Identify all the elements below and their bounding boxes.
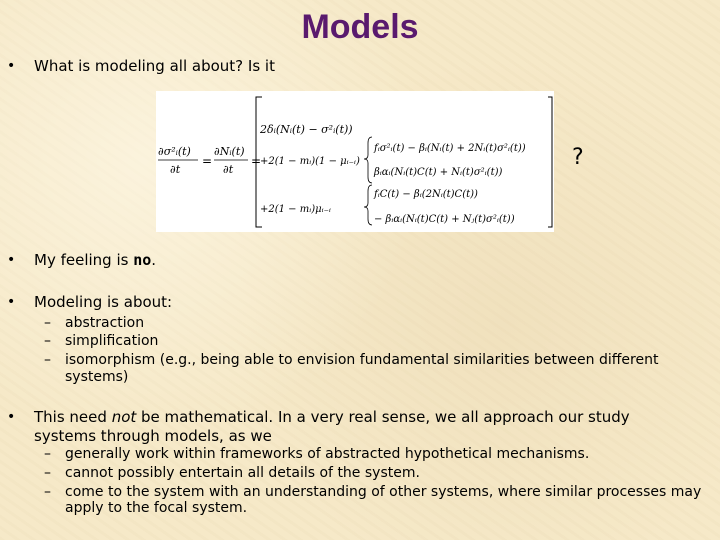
- sub-text: cannot possibly entertain all details of the system.: [65, 465, 420, 481]
- sub-dash: –: [44, 465, 51, 481]
- sub-dash: –: [44, 333, 51, 349]
- bullet-text: systems through models, as we: [34, 427, 272, 445]
- sub-dash: –: [44, 484, 51, 500]
- bullet-modeling-about: [7, 293, 173, 311]
- bullet-dot: •: [7, 294, 16, 310]
- sub-dash: –: [44, 446, 51, 462]
- eq-term-2a: fᵢσ²ᵢ(t) − βᵢ(Nᵢ(t) + 2Nᵢ(t)σ²ᵢ(t)): [374, 143, 526, 154]
- bullet-dot: •: [7, 252, 16, 268]
- bullet-text-prefix: My feeling is: [34, 251, 134, 269]
- eq-lhs-denominator: ∂t: [170, 163, 181, 176]
- sub-text: isomorphism (e.g., being able to envision fundamental similarities between different: [65, 352, 659, 368]
- sub-dash: –: [44, 352, 51, 368]
- equation-image: [156, 91, 554, 232]
- eq-equals-2: =: [251, 154, 262, 168]
- bullet-dot: •: [7, 58, 16, 74]
- bullet-modeling-question: [7, 57, 275, 75]
- sub-text: come to the system with an understanding of other systems, where similar processes may: [65, 484, 702, 500]
- sub-text: generally work within frameworks of abstracted hypothetical mechanisms.: [65, 446, 590, 462]
- eq-term-1: 2δᵢ(Nᵢ(t) − σ²ᵢ(t)): [260, 123, 353, 136]
- bullet-text: Modeling is about:: [34, 293, 173, 311]
- bullet-text-suffix: .: [151, 251, 157, 269]
- bullet-emphasis-not: not: [111, 408, 137, 426]
- bullet-text: What is modeling all about? Is it: [34, 57, 275, 75]
- eq-lhs-numerator: ∂σ²ᵢ(t): [158, 145, 191, 158]
- bullet-emphasis-no: no: [133, 251, 152, 269]
- eq-term-2c: βᵢαᵢ(Nᵢ(t)C(t) + Nᵢ(t)σ²ᵢ(t)): [374, 167, 503, 178]
- bullet-not-mathematical: [7, 408, 630, 426]
- sub-text: apply to the focal system.: [65, 500, 248, 516]
- bullet-feeling: [7, 251, 157, 269]
- bullet-text-pre: This need: [34, 408, 112, 426]
- bullet-text-post: be mathematical. In a very real sense, we all approach our study: [136, 408, 630, 426]
- sub-dash: –: [44, 315, 51, 331]
- eq-equals-1: =: [202, 154, 213, 168]
- bullet-dot: •: [7, 409, 16, 425]
- sub-text: simplification: [65, 333, 159, 349]
- eq-term-2b: +2(1 − mᵢ)(1 − μᵢ₋ᵢ): [260, 156, 360, 167]
- sub-text: abstraction: [65, 315, 145, 331]
- eq-term-3b: +2(1 − mᵢ)μᵢ₋ᵢ: [260, 204, 331, 215]
- slide-title: Models: [301, 8, 419, 46]
- bullet-not-mathematical-line2: [34, 427, 272, 445]
- eq-mid-numerator: ∂Nᵢ(t): [214, 145, 245, 158]
- sub-text: systems): [65, 369, 129, 385]
- question-mark: ?: [572, 145, 584, 170]
- eq-term-3a: fᵢC(t) − βᵢ(2Nᵢ(t)C(t)): [374, 189, 478, 200]
- eq-mid-denominator: ∂t: [223, 163, 234, 176]
- eq-term-3c: − βᵢαᵢ(Nᵢ(t)C(t) + Nⱼ(t)σ²ᵢ(t)): [374, 214, 515, 225]
